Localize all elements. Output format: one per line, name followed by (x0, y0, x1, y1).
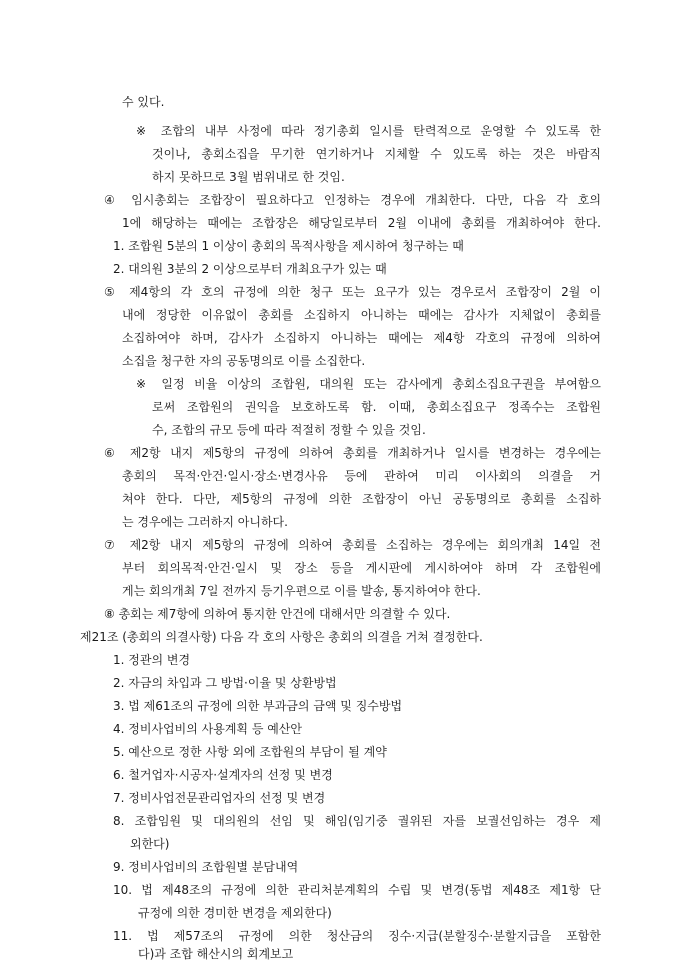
article-heading: 제21조 (총회의 의결사항) 다음 각 호의 사항은 총회의 의결을 거쳐 결정한다. (80, 630, 483, 644)
clause-line: 쳐야 한다. 다만, 제5항의 규정에 의한 조합장이 아닌 공동명의로 총회를 소집하 (122, 492, 601, 506)
list-item: 11. 법 제57조의 규정에 의한 청산금의 징수·지급(분할징수·분할지급을 포함한 (113, 929, 601, 943)
list-item: 10. 법 제48조의 규정에 의한 관리처분계획의 수립 및 변경(동법 제48조 제1항 단 (113, 883, 601, 897)
clause-line: 1에 해당하는 때에는 조합장은 해당일로부터 2월 이내에 총회를 개최하여야 한다. (122, 216, 601, 230)
list-item: 4. 정비사업비의 사용계획 등 예산안 (113, 722, 302, 736)
clause-line: 게는 회의개최 7일 전까지 등기우편으로 이를 발송, 통지하여야 한다. (122, 584, 481, 598)
clause-line: ⑧ 총회는 제7항에 의하여 통지한 안건에 대해서만 의결할 수 있다. (104, 607, 451, 621)
list-item: 3. 법 제61조의 규정에 의한 부과금의 금액 및 징수방법 (113, 699, 403, 713)
clause-line: 부터 회의목적·안건·일시 및 장소 등을 게시판에 게시하여야 하며 각 조합원에 (122, 561, 601, 575)
list-item: 2. 대의원 3분의 2 이상으로부터 개최요구가 있는 때 (113, 262, 387, 276)
clause-line: 총회의 목적·안건·일시·장소·변경사유 등에 관하여 미리 이사회의 의결을 거 (122, 469, 601, 483)
clause-line: 소집하여야 하며, 감사가 소집하지 아니하는 때에는 제4항 각호의 규정에 의하여 (122, 331, 601, 345)
list-item: 1. 조합원 5분의 1 이상이 총회의 목적사항을 제시하여 청구하는 때 (113, 239, 464, 253)
list-item-continuation: 규정에 의한 경미한 변경을 제외한다) (138, 906, 332, 920)
list-item: 5. 예산으로 정한 사항 외에 조합원의 부담이 될 계약 (113, 745, 387, 759)
note-line: 수, 조합의 규모 등에 따라 적절히 정할 수 있을 것임. (152, 423, 426, 437)
note-line: 하지 못하므로 3월 범위내로 한 것임. (152, 170, 345, 184)
clause-line: ④ 임시총회는 조합장이 필요하다고 인정하는 경우에 개최한다. 다만, 다음 각 호의 (104, 193, 601, 207)
clause-line: 내에 정당한 이유없이 총회를 소집하지 아니하는 때에는 감사가 지체없이 총회를 (122, 308, 601, 322)
list-item: 9. 정비사업비의 조합원별 분담내역 (113, 860, 299, 874)
text-line: 수 있다. (122, 95, 165, 109)
list-item: 7. 정비사업전문관리업자의 선정 및 변경 (113, 791, 326, 805)
list-item: 8. 조합임원 및 대의원의 선임 및 해임(임기중 궐위된 자를 보궐선임하는 경우 제 (113, 814, 601, 828)
clause-line: 는 경우에는 그러하지 아니하다. (122, 515, 288, 529)
clause-line: ⑥ 제2항 내지 제5항의 규정에 의하여 총회를 개최하거나 일시를 변경하는 경우에는 (104, 446, 601, 460)
clause-line: ⑦ 제2항 내지 제5항의 규정에 의하여 총회를 소집하는 경우에는 회의개최 14일 전 (104, 538, 601, 552)
note-line: ※ 조합의 내부 사정에 따라 정기총회 일시를 탄력적으로 운영할 수 있도록 한 (136, 124, 601, 138)
list-item-continuation: 외한다) (130, 837, 170, 851)
note-line: ※ 일정 비율 이상의 조합원, 대의원 또는 감사에게 총회소집요구권을 부여함으 (136, 377, 601, 391)
list-item: 6. 철거업자·시공자·설계자의 선정 및 변경 (113, 768, 333, 782)
list-item: 1. 정관의 변경 (113, 653, 191, 667)
note-line: 것이나, 총회소집을 무기한 연기하거나 지체할 수 있도록 하는 것은 바람직 (152, 147, 601, 161)
clause-line: ⑤ 제4항의 각 호의 규정에 의한 청구 또는 요구가 있는 경우로서 조합장이 2월 이 (104, 285, 601, 299)
note-line: 로써 조합원의 권익을 보호하도록 함. 이때, 총회소집요구 정족수는 조합원 (152, 400, 601, 414)
clause-line: 소집을 청구한 자의 공동명의로 이를 소집한다. (122, 354, 366, 368)
list-item-continuation: 다)과 조합 해산시의 회계보고 (138, 947, 294, 961)
list-item: 2. 자금의 차입과 그 방법·이율 및 상환방법 (113, 676, 337, 690)
